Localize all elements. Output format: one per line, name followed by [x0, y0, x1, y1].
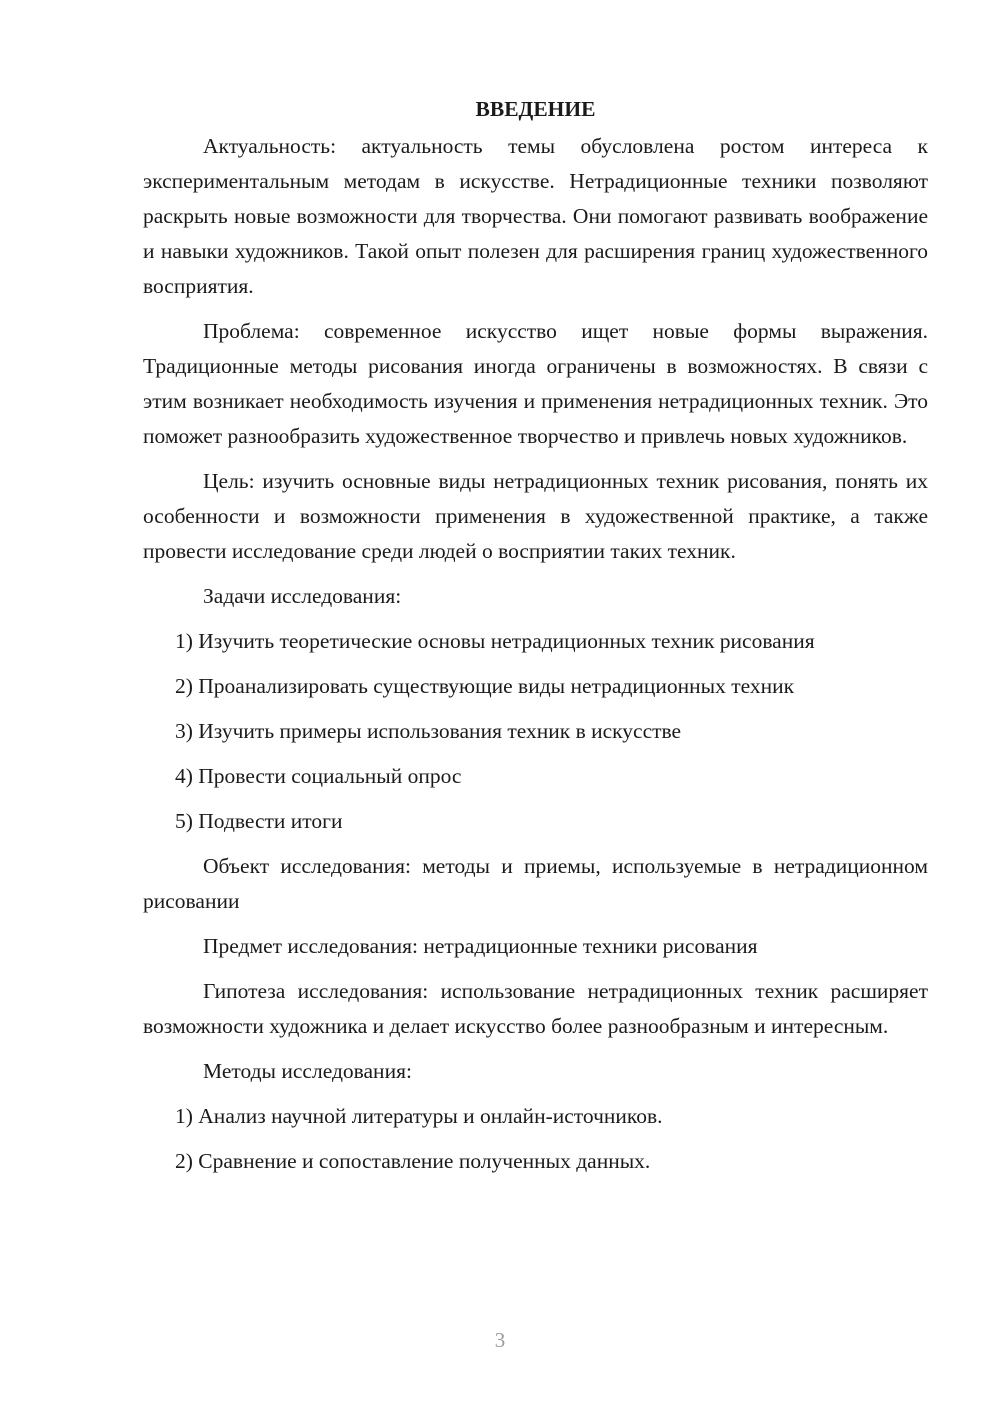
task-item: 2) Проанализировать существующие виды нетрадиционных техник: [175, 674, 795, 698]
method-item: 2) Сравнение и сопоставление полученных данных.: [175, 1149, 651, 1173]
hypothesis-paragraph: Гипотеза исследования: использование нетрадиционных техник расширяет возможности художника и делает искусство более разнообразным и интересным.: [143, 979, 928, 1038]
task-item: 3) Изучить примеры использования техник в искусстве: [175, 719, 682, 743]
task-item: 1) Изучить теоретические основы нетрадиционных техник рисования: [175, 629, 815, 653]
goal-paragraph: Цель: изучить основные виды нетрадиционных техник рисования, понять их особенности и возможности применения в художественной практике, а также провести исследование среди людей о восприятии таких техник.: [143, 469, 928, 563]
page-number: 3: [494, 1328, 506, 1352]
page-heading: ВВЕДЕНИЕ: [475, 97, 596, 121]
problem-paragraph: Проблема: современное искусство ищет новые формы выражения. Традиционные методы рисования иногда ограничены в возможностях. В связи с этим возникает необходимость изучения и применения нетрадиционных техник. Это поможет разнообразить художественное творчество и привлечь новых художников.: [143, 319, 928, 448]
document-page: [143, 92, 928, 1189]
method-item: 1) Анализ научной литературы и онлайн-источников.: [175, 1104, 663, 1128]
tasks-title: Задачи исследования:: [203, 584, 402, 608]
task-item: 4) Провести социальный опрос: [175, 764, 462, 788]
methods-title: Методы исследования:: [203, 1059, 412, 1083]
subject-paragraph: Предмет исследования: нетрадиционные техники рисования: [203, 934, 758, 958]
relevance-paragraph: Актуальность: актуальность темы обусловлена ростом интереса к экспериментальным методам в искусстве. Нетрадиционные техники позволяют раскрыть новые возможности для творчества. Они помогают развивать воображение и навыки художников. Такой опыт полезен для расширения границ художественного восприятия.: [143, 134, 928, 298]
object-paragraph: Объект исследования: методы и приемы, используемые в нетрадиционном рисовании: [143, 854, 928, 913]
task-item: 5) Подвести итоги: [175, 809, 343, 833]
